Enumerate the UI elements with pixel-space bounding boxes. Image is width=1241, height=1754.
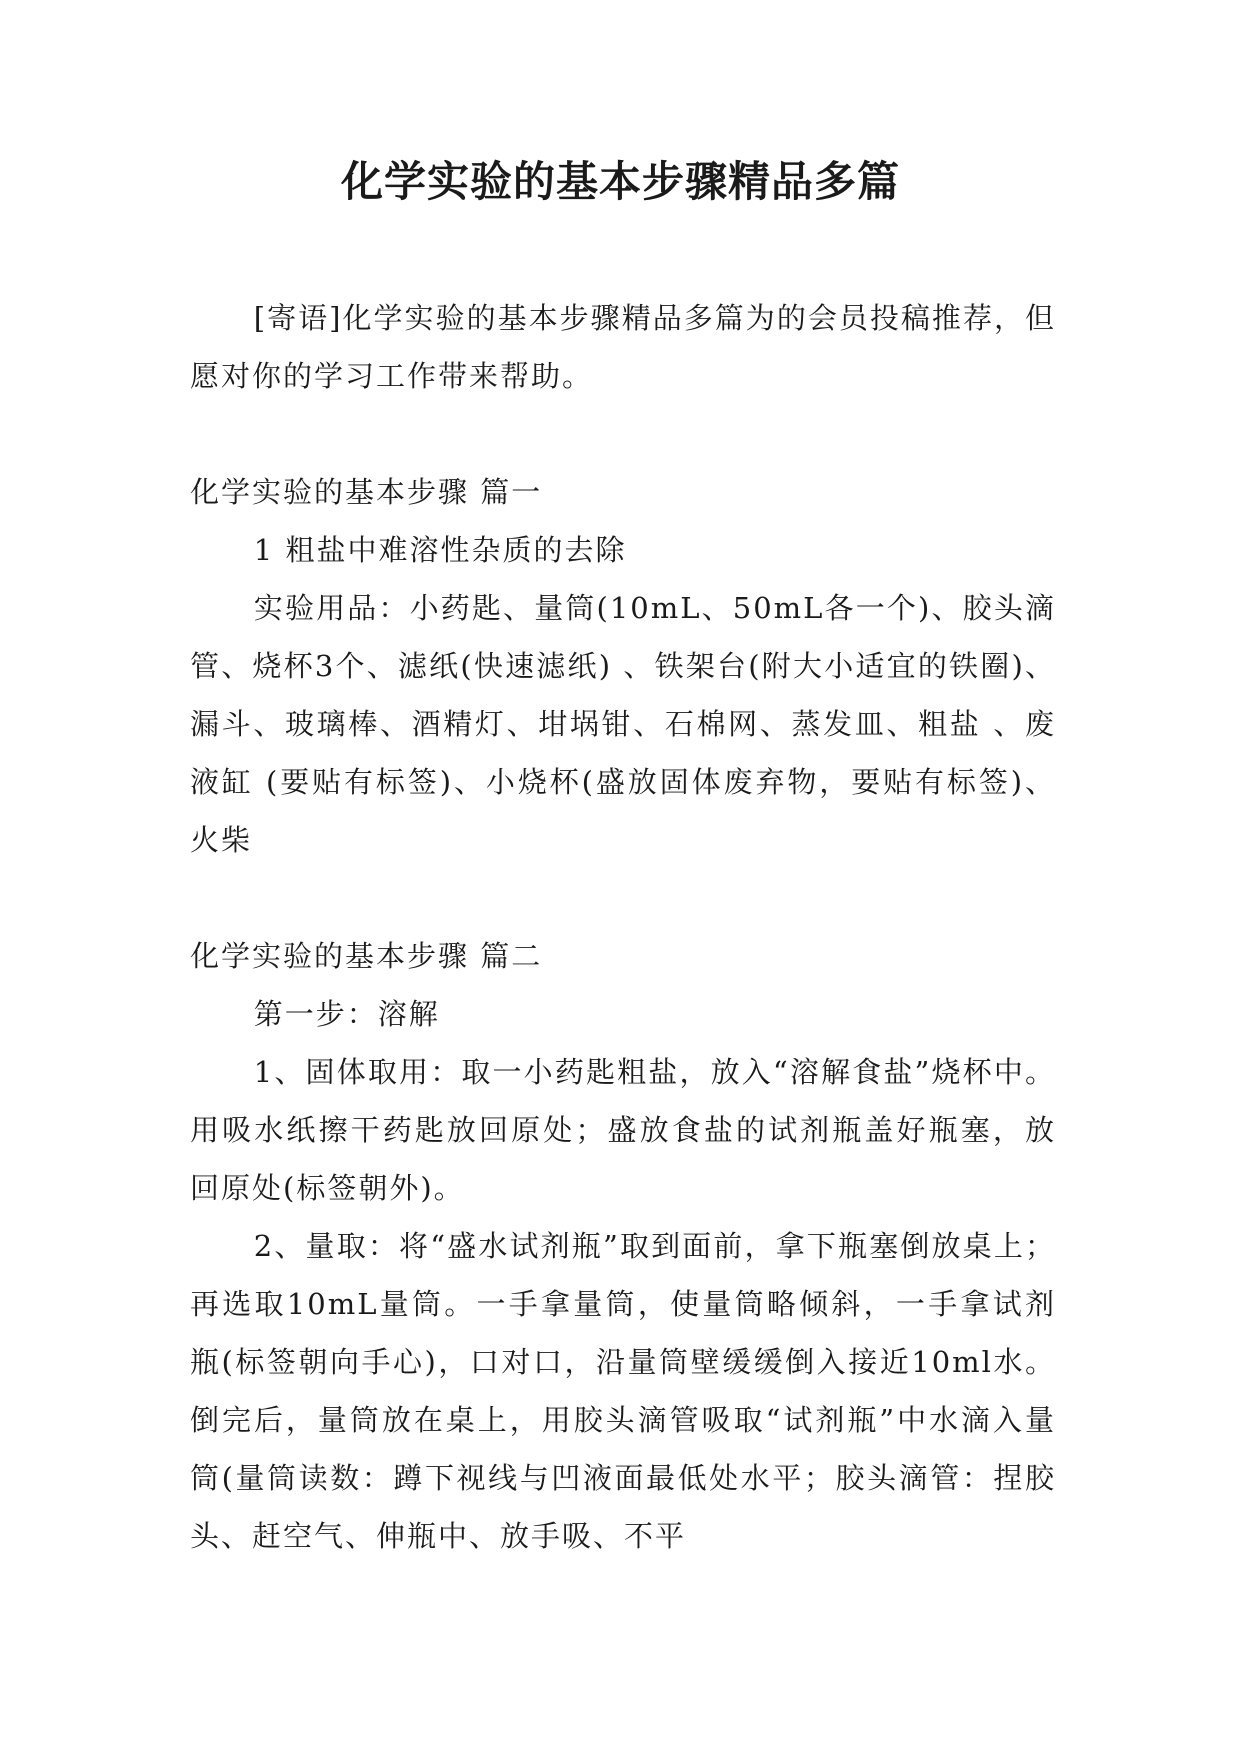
section-2-paragraph-2: 2、量取：将“盛水试剂瓶”取到面前，拿下瓶塞倒放桌上；再选取10mL量筒。一手拿量筒，使量筒略倾斜，一手拿试剂瓶(标签朝向手心)，口对口，沿量筒壁缓缓倒入接近10ml水。倒完后，量筒放在桌上，用胶头滴管吸取“试剂瓶”中水滴入量筒(量筒读数：蹲下视线与凹液面最低处水平；胶头滴管：捏胶头、赶空气、伸瓶中、放手吸、不平: [190, 1229, 1056, 1553]
section-1-heading: 化学实验的基本步骤 篇一: [190, 475, 543, 509]
section-2-paragraph-1: 1、固体取用：取一小药匙粗盐，放入“溶解食盐”烧杯中。用吸水纸擦干药匙放回原处；盛放食盐的试剂瓶盖好瓶塞，放回原处(标签朝外)。: [190, 1055, 1056, 1205]
section-2-step-1: 第一步：溶解: [253, 997, 440, 1031]
section-1-item-2: 实验用品：小药匙、量筒(10mL、50mL各一个)、胶头滴管、烧杯3个、滤纸(快速滤纸) 、铁架台(附大小适宜的铁圈)、漏斗、玻璃棒、酒精灯、坩埚钳、石棉网、蒸发皿、粗盐 、废液缸 (要贴有标签)、小烧杯(盛放固体废弃物，要贴有标签)、火柴: [190, 591, 1056, 857]
document-body: [190, 289, 1056, 1565]
document-title: 化学实验的基本步骤精品多篇: [340, 157, 900, 206]
section-1-item-1: 1 粗盐中难溶性杂质的去除: [253, 533, 627, 567]
spacer: [190, 869, 1056, 927]
intro-paragraph: [寄语]化学实验的基本步骤精品多篇为的会员投稿推荐，但愿对你的学习工作带来帮助。: [190, 301, 1056, 393]
spacer: [190, 405, 1056, 463]
section-2-heading: 化学实验的基本步骤 篇二: [190, 939, 543, 973]
